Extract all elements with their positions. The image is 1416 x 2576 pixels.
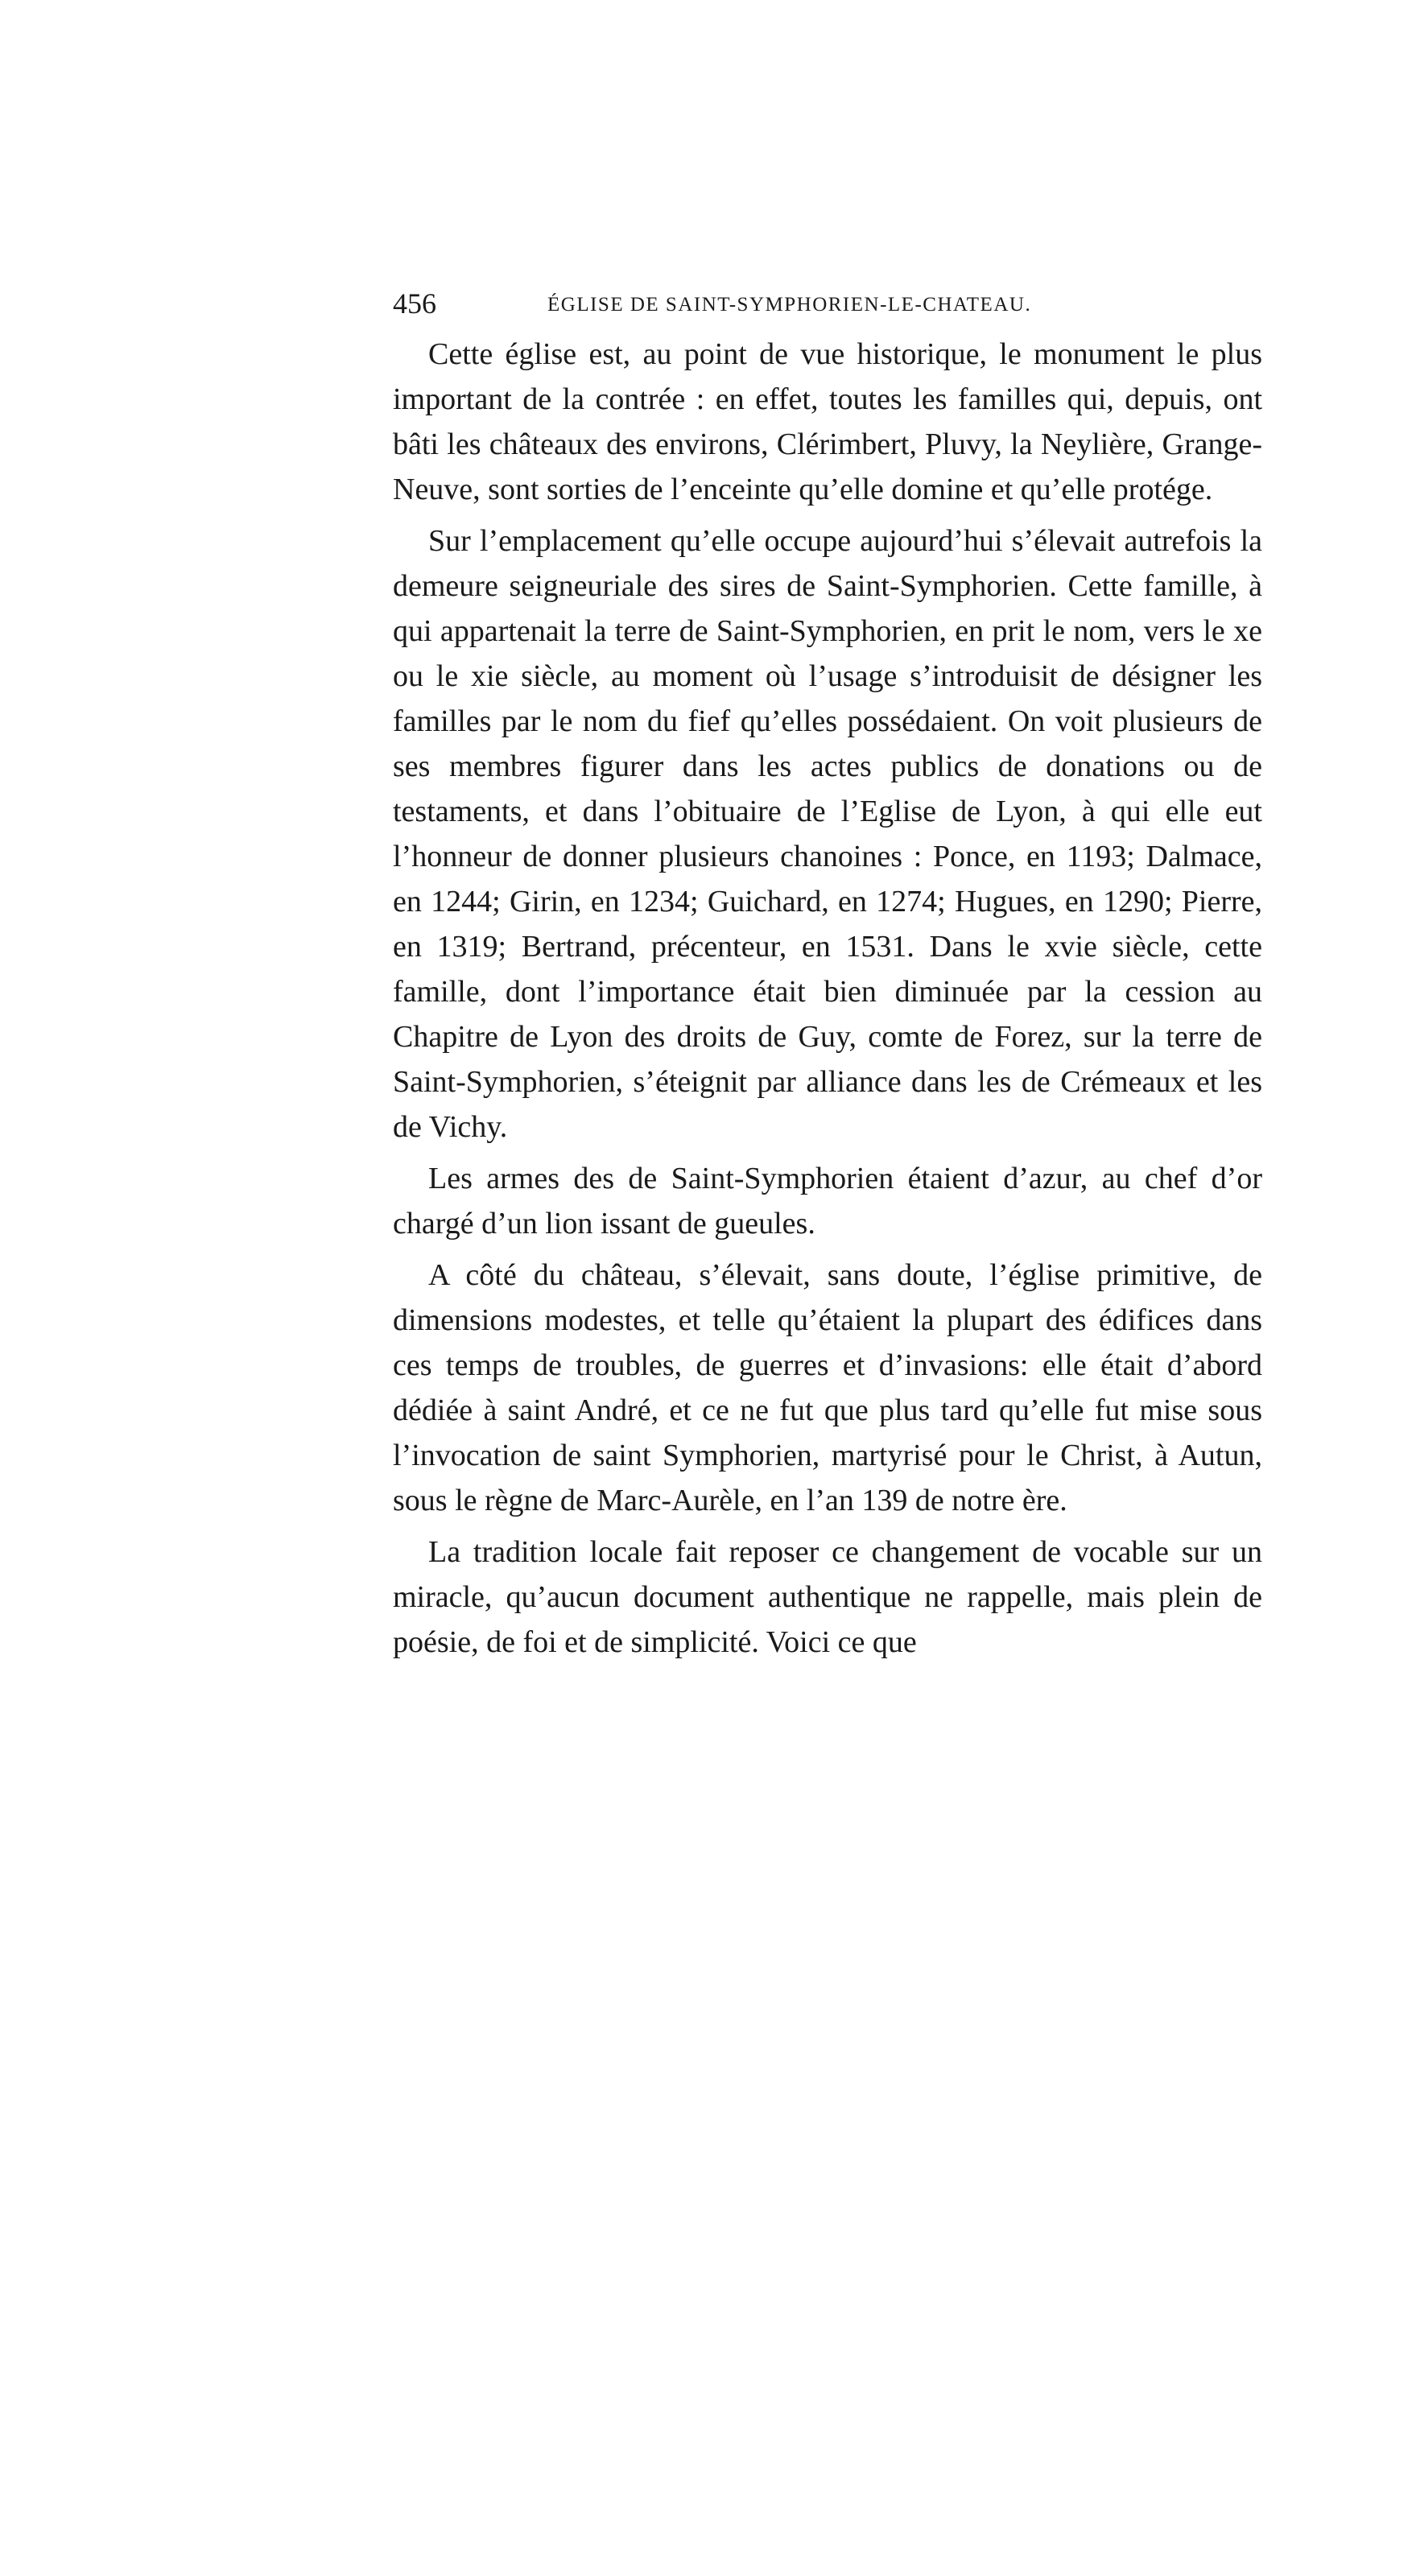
paragraph-4: A côté du château, s’élevait, sans doute, l’église primitive, de dimensions modestes, et telle qu’étaient la plupart des édifices dans ces temps de troubles, de guerres et d’invasions: elle était d’abord dédiée à saint André, et ce ne fut que plus tard qu’elle fut mise sous l’invocation de saint Symphorien, martyrisé pour le Christ, à Autun, sous le règne de Marc-Aurèle, en l’an 139 de notre ère. — [393, 1258, 1262, 1517]
paragraph-5: La tradition locale fait reposer ce changement de vocable sur un miracle, qu’aucun document authentique ne rappelle, mais plein de poésie, de foi et de simplicité. Voici ce que — [393, 1535, 1262, 1659]
paragraph-3: Les armes des de Saint-Symphorien étaient d’azur, au chef d’or chargé d’un lion issant de gueules. — [393, 1162, 1262, 1241]
paragraph-1: Cette église est, au point de vue historique, le monument le plus important de la contrée : en effet, toutes les familles qui, depuis, ont bâti les châteaux des environs, Clérimbert, Pluvy, la Neylière, Grange-Neuve, sont sorties de l’enceinte qu’elle domine et qu’elle protége. — [393, 337, 1262, 506]
page-header — [393, 283, 1262, 324]
paragraph-2: Sur l’emplacement qu’elle occupe aujourd’hui s’élevait autrefois la demeure seigneuriale des sires de Saint-Symphorien. Cette famille, à qui appartenait la terre de Saint-Symphorien, en prit le nom, vers le xe ou le xie siècle, au moment où l’usage s’introduisit de désigner les familles par le nom du fief qu’elles possédaient. On voit plusieurs de ses membres figurer dans les actes publics de donations ou de testaments, et dans l’obituaire de l’Eglise de Lyon, à qui elle eut l’honneur de donner plusieurs chanoines : Ponce, en 1193; Dalmace, en 1244; Girin, en 1234; Guichard, en 1274; Hugues, en 1290; Pierre, en 1319; Bertrand, précenteur, en 1531. Dans le xvie siècle, cette famille, dont l’importance était bien diminuée par la cession au Chapitre de Lyon des droits de Guy, comte de Forez, sur la terre de Saint-Symphorien, s’éteignit par alliance dans les de Crémeaux et les de Vichy. — [393, 524, 1262, 1144]
page-number: 456 — [393, 287, 436, 320]
running-title: ÉGLISE DE SAINT-SYMPHORIEN-LE-CHATEAU. — [547, 294, 1032, 316]
body-text — [393, 332, 1262, 1671]
